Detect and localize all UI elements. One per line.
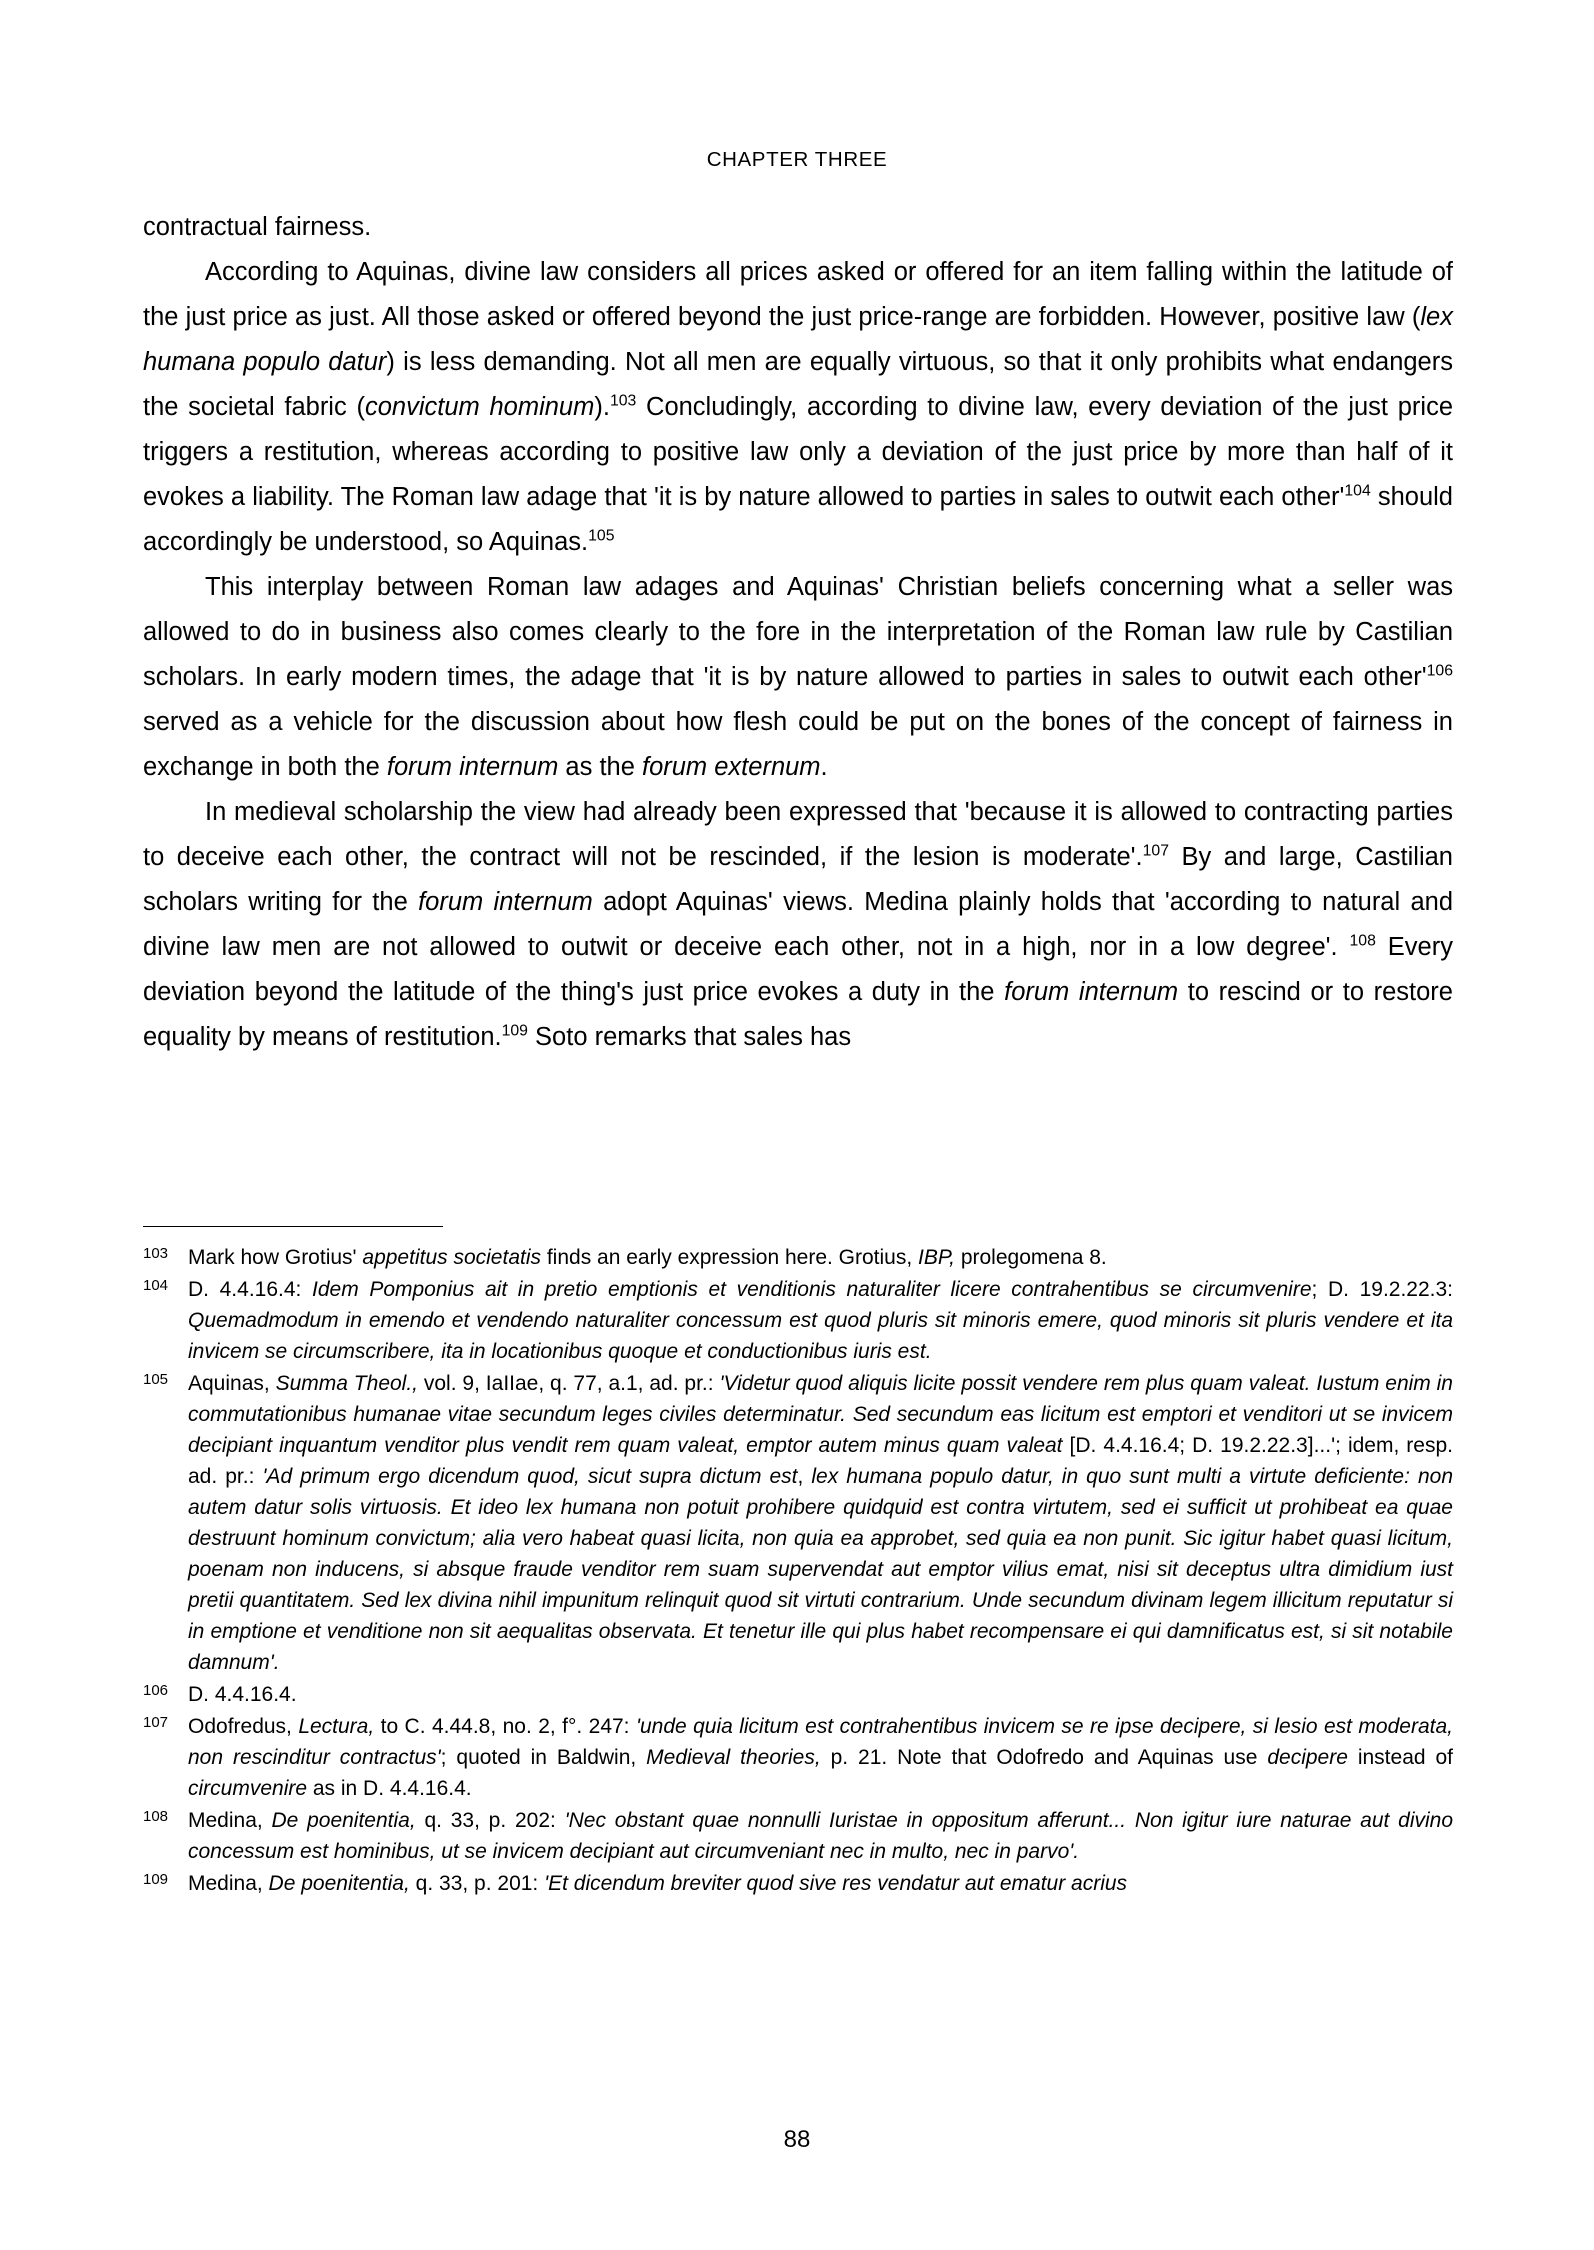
footnote-list xyxy=(143,1242,1453,1900)
footnote-marker: 106 xyxy=(143,1682,169,1699)
body-text xyxy=(143,205,1453,1060)
paragraph-p-aquinas-divine-law: According to Aquinas, divine law considers all prices asked or offered for an item falling within the latitude of the just price as just. All those asked or offered beyond the just price-range are forbidden. However, positive law (lex humana populo datur) is less demanding. Not all men are equally virtuous, so that it only prohibits what endangers the societal fabric (convictum hominum).$^{103}$ Concludingly, according to divine law, every deviation of the just price triggers a restitution, whereas according to positive law only a deviation of the just price by more than half of it evokes a liability. The Roman law adage that 'it is by nature allowed to parties in sales to outwit each $other'^{104}$ should accordingly be understood, so Aquinas.$^{105}$ xyxy=(143,258,1454,556)
footnote-text: Medina, De poenitentia, q. 33, p. 201: 'Et dicendum breviter quod sive res vendatur aut ematur acrius xyxy=(188,1872,1128,1895)
paragraph-p-medieval-scholarship: In medieval scholarship the view had already been expressed that 'because it is allowed to contracting parties to deceive each other, the contract will not be rescinded, if the lesion is moderate'.$^{107}$ By and large, Castilian scholars writing for the forum internum adopt Aquinas' views. Medina plainly holds that 'according to natural and divine law men are not allowed to outwit or deceive each other, not in a high, nor in a low degree'. $^{108}$ Every deviation beyond the latitude of the thing's just price evokes a duty in the forum internum to rescind or to restore equality by means of restitution.$^{109}$ Soto remarks that sales has xyxy=(143,798,1454,1051)
footnote-marker: 108 xyxy=(143,1808,169,1825)
footnote-marker: 107 xyxy=(143,1714,169,1731)
footnote-108 xyxy=(143,1805,1453,1867)
footnote-text: D. 4.4.16.4. xyxy=(188,1683,297,1706)
footnote-104 xyxy=(143,1274,1453,1367)
footnote-103 xyxy=(143,1242,1453,1273)
footnote-marker: 105 xyxy=(143,1371,169,1388)
footnote-109 xyxy=(143,1868,1453,1899)
footnote-text: D. 4.4.16.4: Idem Pomponius ait in pretio emptionis et venditionis naturaliter licere contrahentibus se circumvenire; D. 19.2.22.3: Quemadmodum in emendo et vendendo naturaliter concessum est quod pluris sit minoris emere, quod minoris sit pluris vendere et ita invicem se circumscribere, ita in locationibus quoque et conductionibus iuris est. xyxy=(188,1278,1454,1363)
running-head: CHAPTER THREE xyxy=(706,148,888,171)
footnote-marker: 104 xyxy=(143,1277,169,1294)
footnote-105 xyxy=(143,1368,1453,1678)
footnote-text: Mark how Grotius' appetitus societatis finds an early expression here. Grotius, IBP, prolegomena 8. xyxy=(188,1246,1107,1269)
footnote-marker: 103 xyxy=(143,1245,169,1262)
paragraph-p-interplay-castilian: This interplay between Roman law adages and Aquinas' Christian beliefs concerning what a seller was allowed to do in business also comes clearly to the fore in the interpretation of the Roman law rule by Castilian scholars. In early modern times, the adage that 'it is by nature allowed to parties in sales to outwit each $other'^{106}$ served as a vehicle for the discussion about how flesh could be put on the bones of the concept of fairness in exchange in both the forum internum as the forum externum. xyxy=(143,573,1453,781)
footnote-text: Odofredus, Lectura, to C. 4.44.8, no. 2, f°. 247: 'unde quia licitum est contrahentibus invicem se re ipse decipere, si lesio est moderata, non rescinditur contractus'; quoted in Baldwin, Medieval theories, p. 21. Note that Odofredo and Aquinas use decipere instead of circumvenire as in D. 4.4.16.4. xyxy=(188,1715,1453,1800)
paragraph-p-continued: contractual fairness. xyxy=(143,213,372,241)
footnote-107 xyxy=(143,1711,1453,1804)
footnote-106 xyxy=(143,1679,1453,1710)
footnote-text: Aquinas, Summa Theol., vol. 9, IaIIae, q. 77, a.1, ad. pr.: 'Videtur quod aliquis licite possit vendere rem plus quam valeat. Iustum enim in commutationibus humanae vitae secundum leges civiles determinatur. Sed secundum eas licitum est emptori et venditori ut se invicem decipiant inquantum venditor plus vendit rem quam valeat, emptor autem minus quam valeat [D. 4.4.16.4; D. 19.2.22.3]...'; idem, resp. ad. pr.: 'Ad primum ergo dicendum quod, sicut supra dictum est, lex humana populo datur, in quo sunt multi a virtute deficiente: non autem datur solis virtuosis. Et ideo lex humana non potuit prohibere quidquid est contra virtutem, sed ei sufficit ut prohibeat ea quae destruunt hominum convictum; alia vero habeat quasi licita, non quia ea approbet, sed quia ea non punit. Sic igitur habet quasi licitum, poenam non inducens, si absque fraude venditor rem suam supervendat aut emptor vilius emat, nisi sit deceptus ultra dimidium iust pretii quantitatem. Sed lex divina nihil impunitum relinquit quod sit virtuti contrarium. Unde secundum divinam legem illicitum reputatur si in emptione et venditione non sit aequalitas observata. Et tenetur ille qui plus habet recompensare ei qui damnificatus est, si sit notabile damnum'. xyxy=(188,1372,1453,1674)
footnote-text: Medina, De poenitentia, q. 33, p. 202: 'Nec obstant quae nonnulli Iuristae in oppositum afferunt... Non igitur iure naturae aut divino concessum est hominibus, ut se invicem decipiant aut circumveniant nec in multo, nec in parvo'. xyxy=(188,1809,1454,1863)
footnote-separator-rule xyxy=(143,1226,443,1227)
footnote-marker: 109 xyxy=(143,1871,169,1888)
page-number: 88 xyxy=(783,2126,811,2153)
